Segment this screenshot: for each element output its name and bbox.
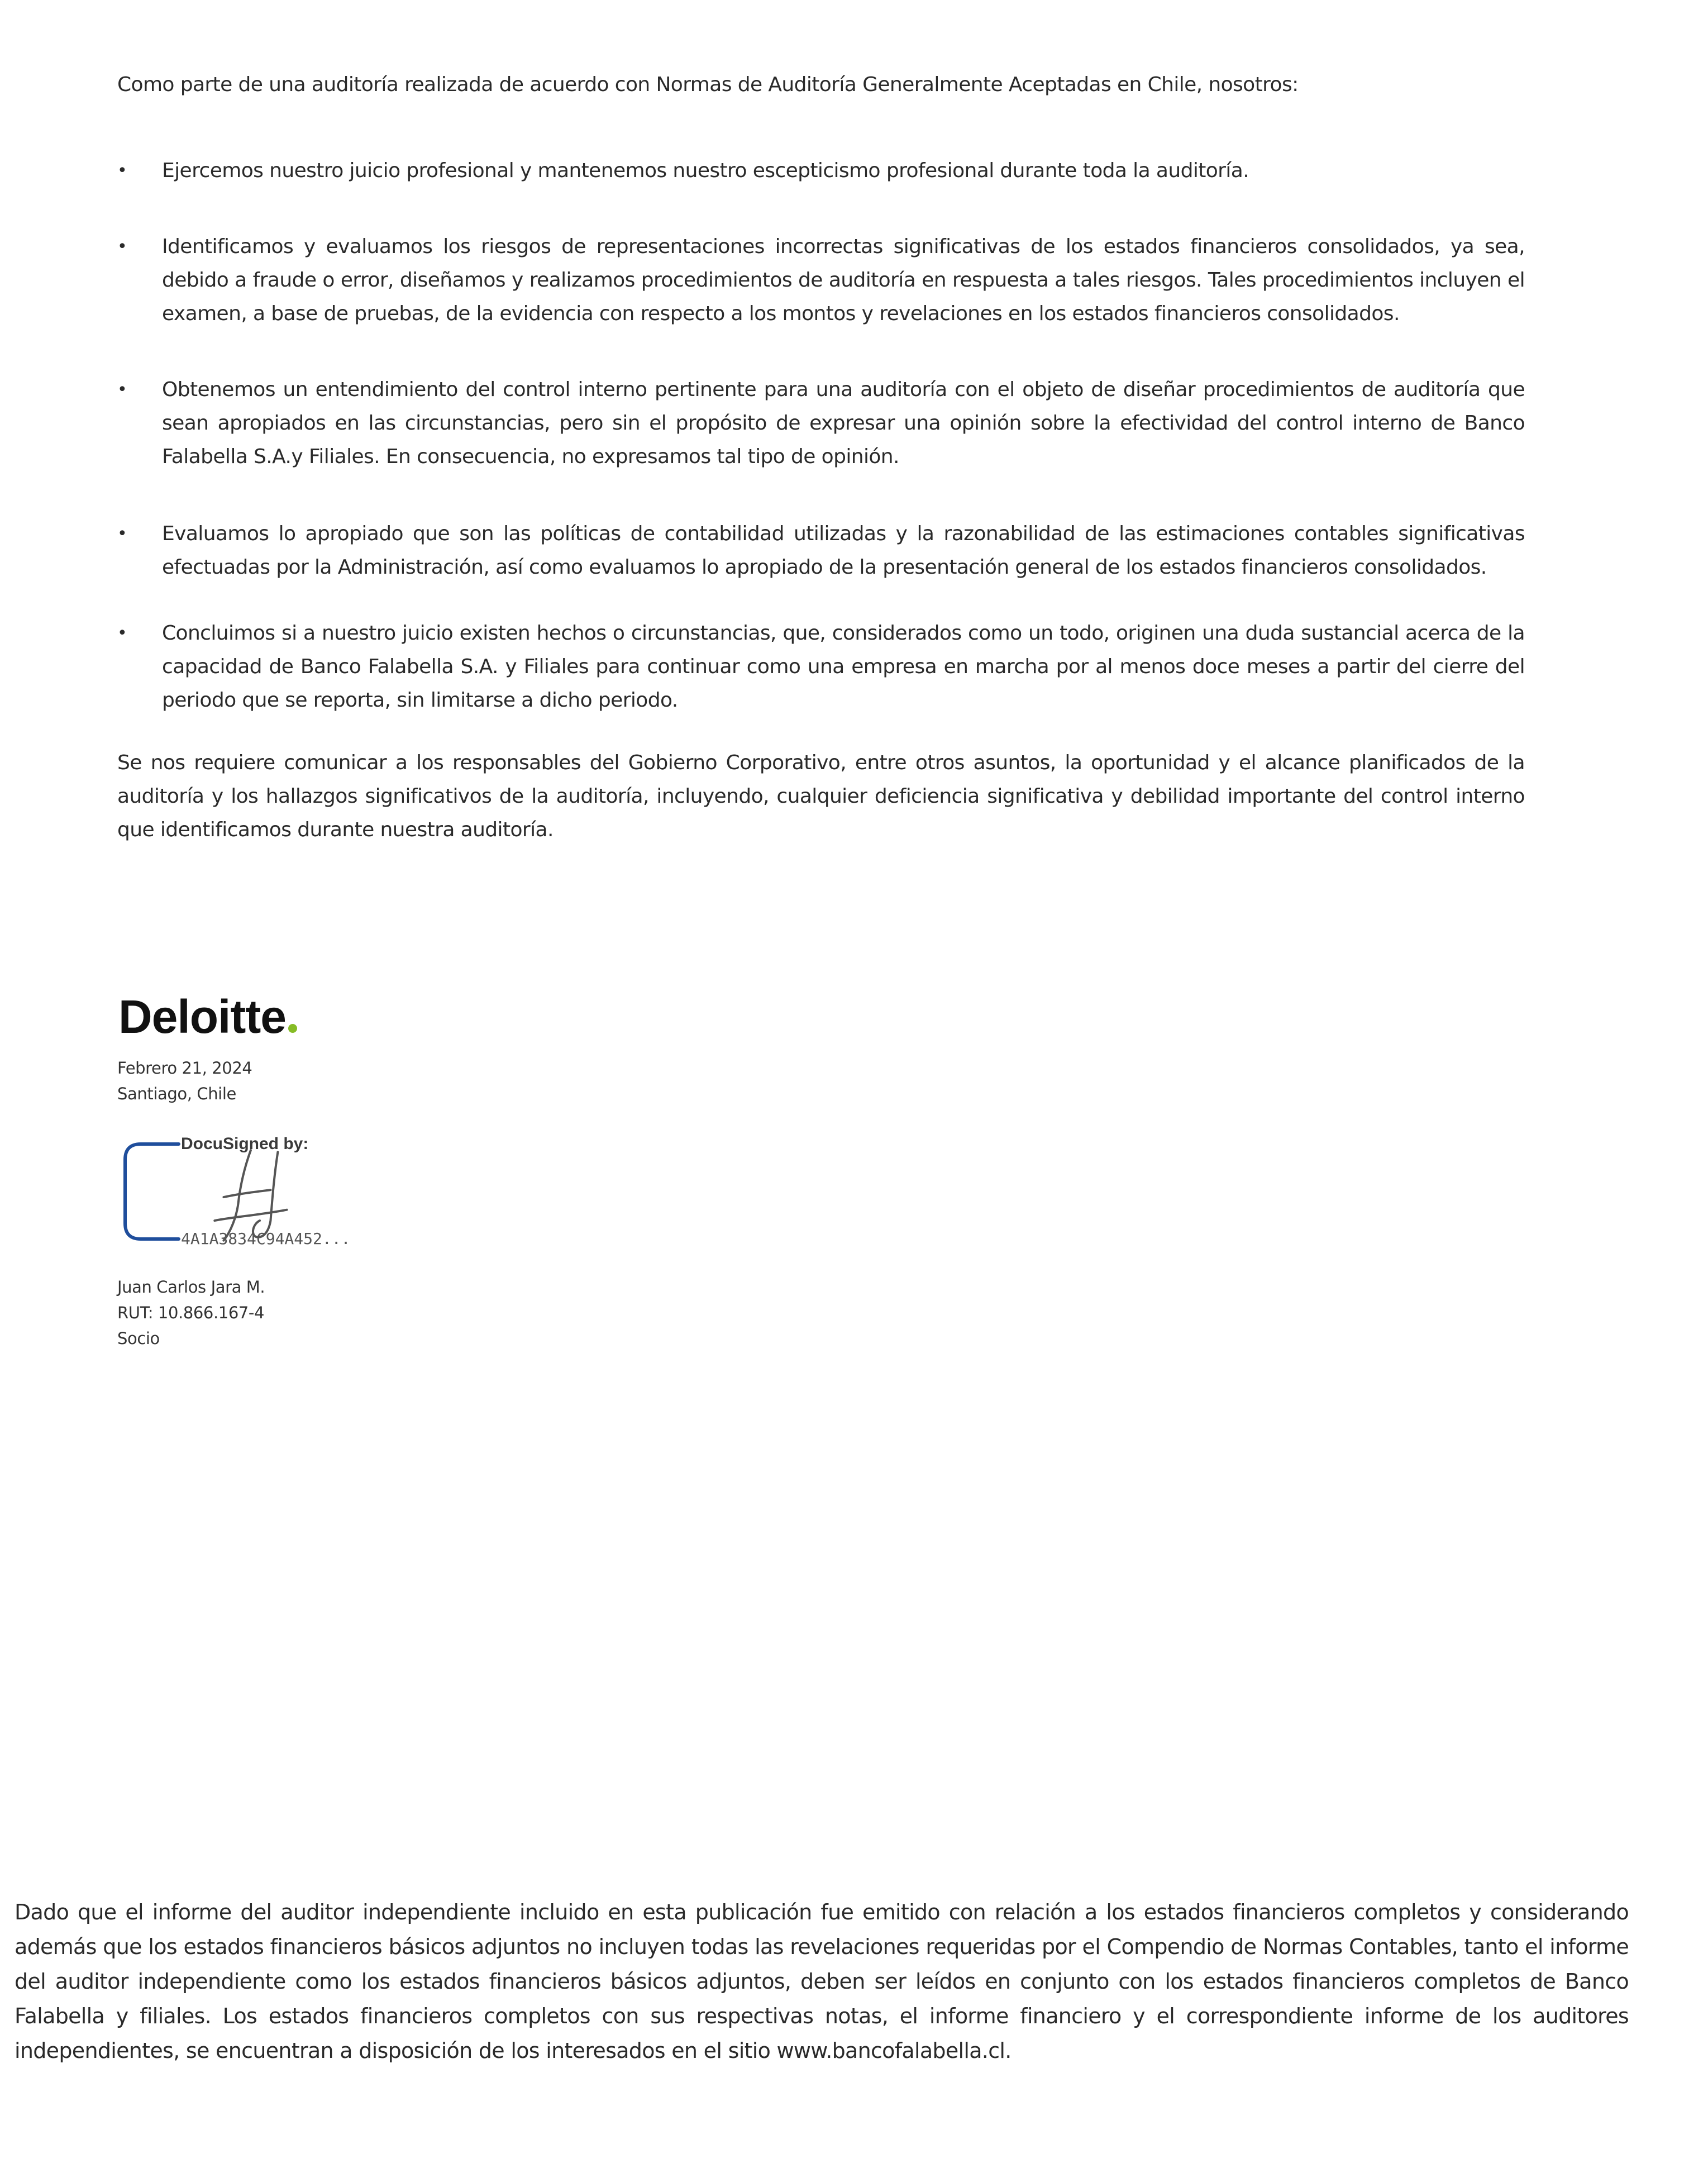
brand-dot-icon <box>288 1024 297 1033</box>
docusign-envelope-id: 4A1A3834C94A452... <box>181 1230 351 1248</box>
signature-date: Febrero 21, 2024 <box>117 1059 252 1078</box>
closing-paragraph: Se nos requiere comunicar a los responsables del Gobierno Corporativo, entre otros asuntos, la oportunidad y el alcance planificados de la auditoría y los hallazgos significativos de la auditoría, incluyendo, cualquier deficiencia significativa y debilidad importante del control interno que identificamos durante nuestra auditoría. <box>117 751 1525 841</box>
docusign-stamp <box>118 1134 392 1251</box>
disclaimer-paragraph: Dado que el informe del auditor independiente incluido en esta publicación fue emitido con relación a los estados financieros completos y considerando además que los estados financieros básicos adjuntos no incluyen todas las revelaciones requeridas por el Compendio de Normas Contables, tanto el informe del auditor independiente como los estados financieros básicos adjuntos, deben ser leídos en conjunto con los estados financieros completos de Banco Falabella y filiales. Los estados financieros completos con sus respectivas notas, el informe financiero y el correspondiente informe de los auditores independientes, se encuentran a disposición de los interesados en el sitio www.bancofalabella.cl. <box>15 1900 1629 2063</box>
list-item: • Ejercemos nuestro juicio profesional y mantenemos nuestro escepticismo profesional durante toda la auditoría. <box>117 154 1525 188</box>
list-item: • Concluimos si a nuestro juicio existen hechos o circunstancias, que, considerados como un todo, originen una duda sustancial acerca de la capacidad de Banco Falabella S.A. y Filiales para continuar como una empresa en marcha por al menos doce meses a partir del cierre del periodo que se reporta, sin limitarse a dicho periodo. <box>117 617 1525 717</box>
deloitte-logo <box>118 990 297 1043</box>
auditor-rut: RUT: 10.866.167-4 <box>117 1303 265 1322</box>
procedures-list <box>117 154 1525 717</box>
list-item: • Evaluamos lo apropiado que son las políticas de contabilidad utilizadas y la razonabilidad de las estimaciones contables significativas efectuadas por la Administración, así como evaluamos lo apropiado de la presentación general de los estados financieros consolidados. <box>117 517 1525 584</box>
docusign-label: DocuSigned by: <box>181 1135 309 1153</box>
auditor-role: Socio <box>117 1329 160 1348</box>
firm-name: Deloitte <box>118 990 287 1043</box>
signature-city: Santiago, Chile <box>117 1084 236 1103</box>
auditor-name: Juan Carlos Jara M. <box>117 1278 265 1297</box>
intro-paragraph: Como parte de una auditoría realizada de acuerdo con Normas de Auditoría Generalmente Aceptadas en Chile, nosotros: <box>117 73 1299 96</box>
list-item: • Obtenemos un entendimiento del control interno pertinente para una auditoría con el objeto de diseñar procedimientos de auditoría que sean apropiados en las circunstancias, pero sin el propósito de expresar una opinión sobre la efectividad del control interno de Banco Falabella S.A.y Filiales. En consecuencia, no expresamos tal tipo de opinión. <box>117 373 1525 474</box>
list-item: • Identificamos y evaluamos los riesgos de representaciones incorrectas significativas de los estados financieros consolidados, ya sea, debido a fraude o error, diseñamos y realizamos procedimientos de auditoría en respuesta a tales riesgos. Tales procedimientos incluyen el examen, a base de pruebas, de la evidencia con respecto a los montos y revelaciones en los estados financieros consolidados. <box>117 230 1525 331</box>
